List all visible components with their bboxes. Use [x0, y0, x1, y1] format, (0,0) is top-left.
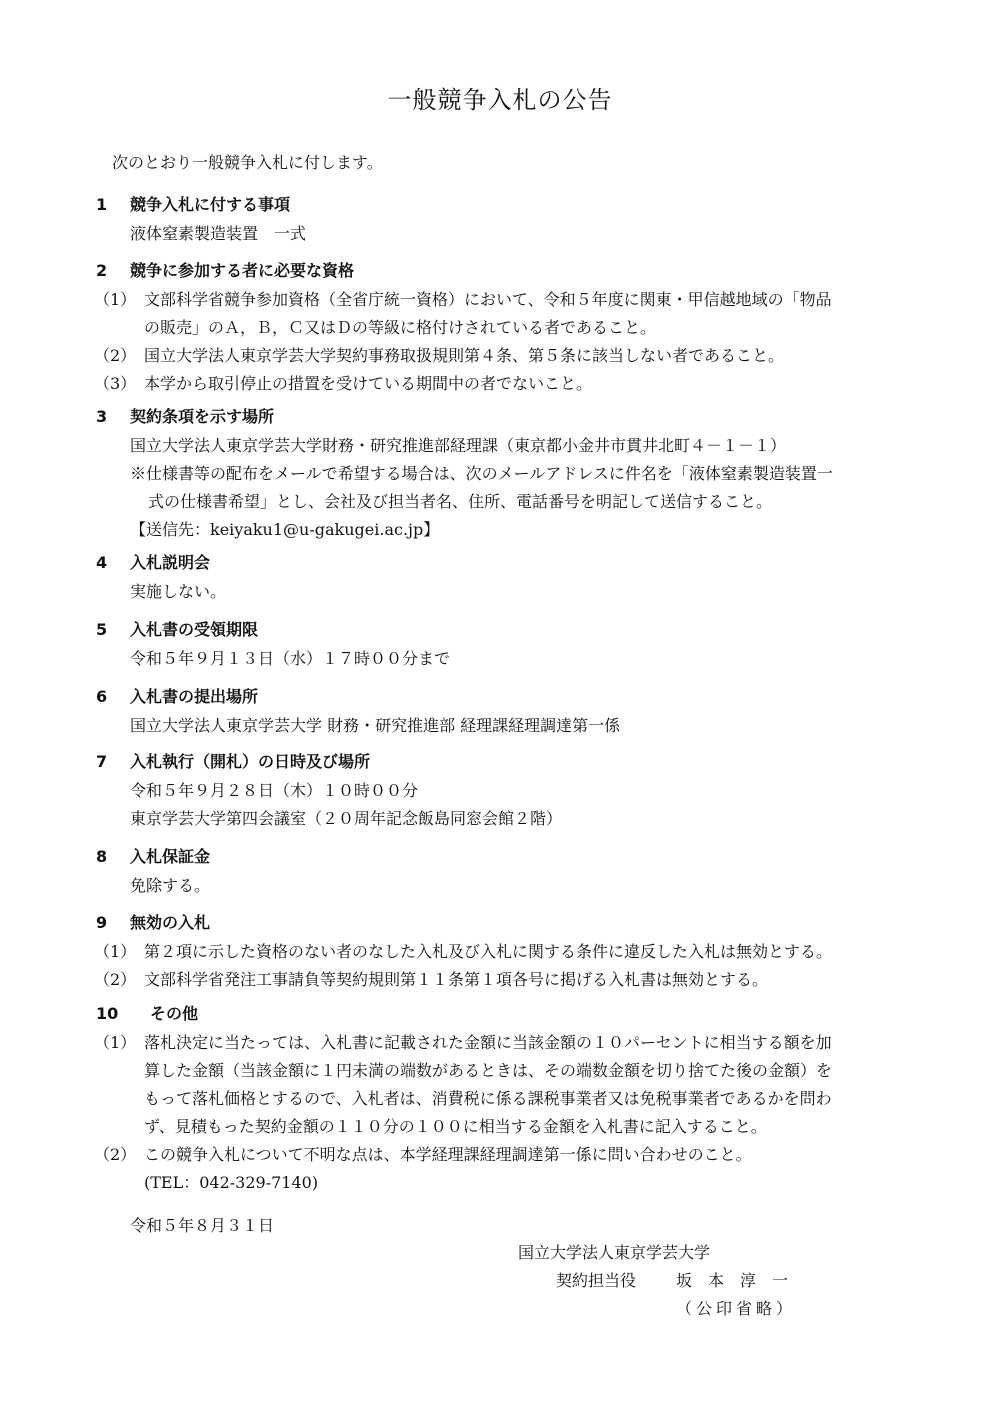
section-body: 液体窒素製造装置 一式	[130, 224, 307, 243]
section-heading	[96, 999, 926, 1029]
section-heading	[96, 682, 926, 712]
section-title: 入札保証金	[130, 847, 211, 866]
item-text: 国立大学法人東京学芸大学契約事務取扱規則第４条、第５条に該当しない者であること。	[144, 346, 785, 365]
signature-organization: 国立大学法人東京学芸大学	[518, 1243, 711, 1262]
section-body: 国立大学法人東京学芸大学 財務・研究推進部 経理課経理調達第一係	[130, 716, 621, 735]
section-4	[96, 548, 926, 606]
item-marker: （1）	[94, 290, 137, 309]
section-body: 令和５年９月２８日（木）１０時００分	[130, 781, 419, 800]
list-item	[94, 286, 926, 342]
section-heading	[96, 908, 926, 938]
item-text: もって落札価格とするので、入札者は、消費税に係る課税事業者又は免税事業者であるかを問わ	[144, 1089, 832, 1108]
section-number: 5	[96, 620, 108, 639]
signature-name: 坂 本 淳 一	[676, 1271, 789, 1290]
list-item	[94, 1029, 926, 1141]
item-marker: （1）	[94, 1033, 137, 1052]
section-title: 契約条項を示す場所	[130, 407, 275, 426]
contact-phone: (TEL：042-329-7140)	[144, 1173, 319, 1192]
section-heading	[96, 747, 926, 777]
section-heading	[96, 548, 926, 578]
section-9	[96, 908, 926, 994]
section-7	[96, 747, 926, 833]
section-5	[96, 615, 926, 673]
item-marker: （2）	[94, 970, 137, 989]
section-10	[96, 999, 926, 1197]
item-text: ず、見積もった契約金額の１１０分の１００に相当する金額を入札書に記入すること。	[144, 1117, 767, 1136]
section-heading	[96, 190, 926, 220]
section-number: 8	[96, 847, 108, 866]
list-item	[94, 966, 926, 994]
section-heading	[96, 615, 926, 645]
section-1	[96, 190, 926, 248]
section-title: 競争入札に付する事項	[130, 195, 291, 214]
list-item	[94, 938, 926, 966]
section-number: 2	[96, 261, 108, 280]
item-text: の販売」のＡ，Ｂ，Ｃ又はＤの等級に格付けされている者であること。	[144, 318, 657, 337]
item-text: 文部科学省競争参加資格（全省庁統一資格）において、令和５年度に関東・甲信越地域の「物品	[144, 290, 832, 309]
contact-email: 【送信先：keiyaku1@u-gakugei.ac.jp】	[130, 520, 440, 539]
section-body: 免除する。	[130, 876, 211, 895]
item-marker: （1）	[94, 942, 137, 961]
section-body: 国立大学法人東京学芸大学財務・研究推進部経理課（東京都小金井市貫井北町４－１－１）	[130, 436, 787, 455]
item-text: 算した金額（当該金額に１円未満の端数があるときは、その端数金額を切り捨てた後の金額）を	[144, 1061, 833, 1080]
item-marker: （2）	[94, 1145, 137, 1164]
seal-omitted-note: （公印省略）	[676, 1299, 797, 1318]
section-title: 入札説明会	[130, 553, 211, 572]
section-number: 10	[96, 1004, 119, 1023]
section-number: 4	[96, 553, 108, 572]
intro-text: 次のとおり一般競争入札に付します。	[112, 153, 383, 172]
section-title: 入札書の受領期限	[130, 620, 259, 639]
page-title: 一般競争入札の公告	[387, 86, 613, 114]
section-title: 競争に参加する者に必要な資格	[130, 261, 355, 280]
section-2	[96, 256, 926, 398]
section-body: 令和５年９月１３日（水）１７時００分まで	[130, 649, 451, 668]
section-number: 6	[96, 687, 108, 706]
section-title: 無効の入札	[130, 913, 211, 932]
list-item	[94, 370, 926, 398]
section-number: 3	[96, 407, 108, 426]
item-text: 本学から取引停止の措置を受けている期間中の者でないこと。	[144, 374, 593, 393]
section-number: 7	[96, 752, 108, 771]
section-heading	[96, 402, 926, 432]
note-text: 式の仕様書希望」とし、会社及び担当者名、住所、電話番号を明記して送信すること。	[148, 492, 773, 511]
section-number: 9	[96, 913, 108, 932]
item-text: 文部科学省発注工事請負等契約規則第１１条第１項各号に掲げる入札書は無効とする。	[144, 970, 769, 989]
section-8	[96, 842, 926, 900]
section-title: その他	[150, 1004, 199, 1023]
signature-role: 契約担当役	[556, 1271, 637, 1290]
section-title: 入札書の提出場所	[130, 687, 259, 706]
item-text: 第２項に示した資格のない者のなした入札及び入札に関する条件に違反した入札は無効とする。	[144, 942, 833, 961]
list-item	[94, 1141, 926, 1197]
note-text: ※仕様書等の配布をメールで希望する場合は、次のメールアドレスに件名を「液体窒素製造装置一	[130, 464, 833, 483]
section-3	[96, 402, 926, 544]
item-text: この競争入札について不明な点は、本学経理課経理調達第一係に問い合わせのこと。	[144, 1145, 752, 1164]
section-title: 入札執行（開札）の日時及び場所	[130, 752, 371, 771]
section-body: 東京学芸大学第四会議室（２０周年記念飯島同窓会館２階）	[130, 809, 563, 828]
list-item	[94, 342, 926, 370]
section-heading	[96, 256, 926, 286]
section-6	[96, 682, 926, 740]
notice-date: 令和５年８月３１日	[130, 1216, 275, 1235]
item-marker: （3）	[94, 374, 137, 393]
section-number: 1	[96, 195, 108, 214]
item-marker: （2）	[94, 346, 137, 365]
item-text: 落札決定に当たっては、入札書に記載された金額に当該金額の１０パーセントに相当する額を加	[144, 1033, 832, 1052]
section-heading	[96, 842, 926, 872]
section-body: 実施しない。	[130, 582, 227, 601]
